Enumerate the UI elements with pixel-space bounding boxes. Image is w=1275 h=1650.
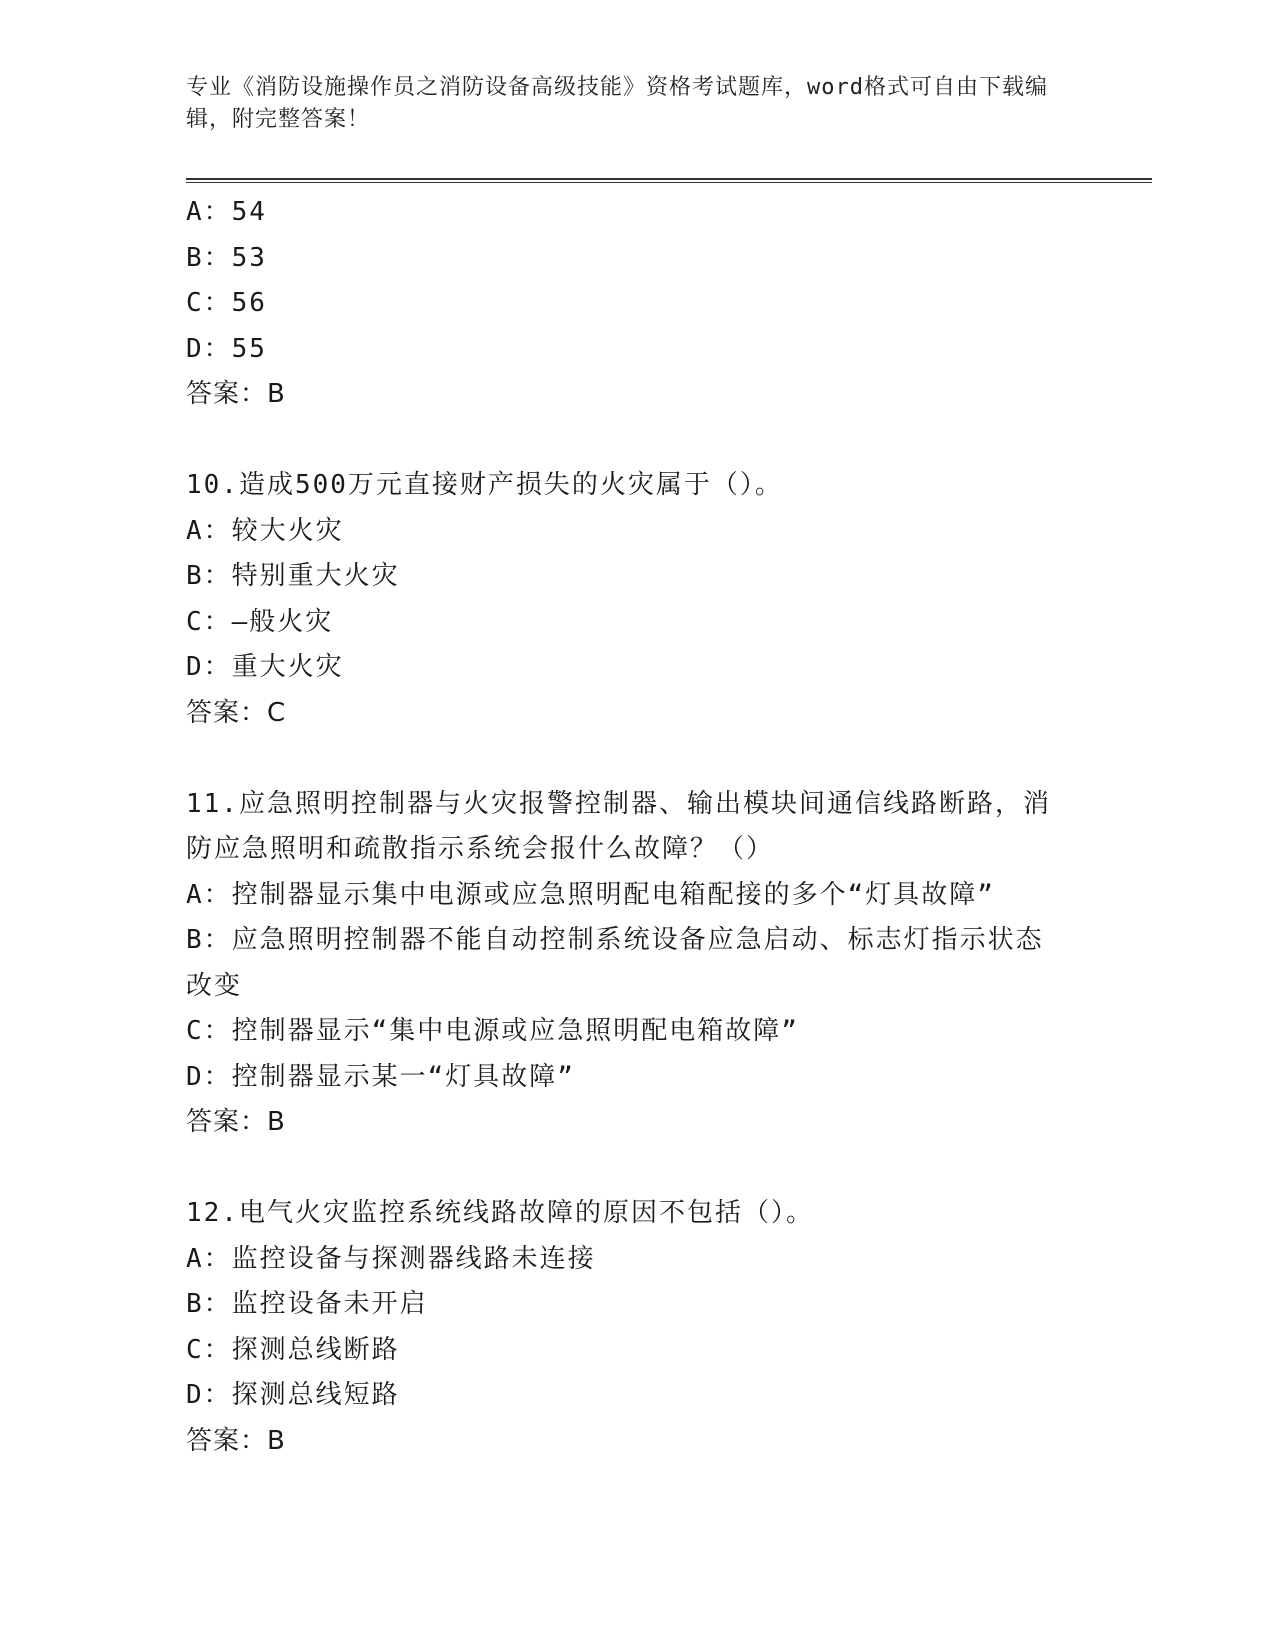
question-9: [186, 190, 1086, 418]
option-a: A：较大火灾: [186, 515, 344, 546]
question-title: 12.电气火灾监控系统线路故障的原因不包括（）。: [186, 1198, 814, 1228]
spacer: [186, 1146, 1086, 1192]
answer: 答案：B: [186, 379, 286, 409]
option-d: D：控制器显示某一“灯具故障”: [186, 1061, 575, 1092]
answer: 答案：C: [186, 697, 287, 728]
question-title-line-2: 防应急照明和疏散指示系统会报什么故障？（）: [186, 834, 775, 864]
document-header: 专业《消防设施操作员之消防设备高级技能》资格考试题库，word格式可自由下载编辑，附完整答案！: [186, 75, 1048, 132]
question-title-line-1: 11.应急照明控制器与火灾报警控制器、输出模块间通信线路断路，消: [186, 788, 1051, 819]
option-b: B：特别重大火灾: [186, 561, 400, 591]
option-a: A：控制器显示集中电源或应急照明配电箱配接的多个“灯具故障”: [186, 879, 995, 910]
question-10: [186, 463, 1086, 736]
option-b: B：53: [186, 242, 267, 273]
option-c: C：控制器显示“集中电源或应急照明配电箱故障”: [186, 1016, 799, 1046]
option-c: C：56: [186, 288, 267, 318]
question-list: [186, 190, 1086, 1464]
option-d: D：重大火灾: [186, 652, 344, 682]
option-c: C：—般火灾: [186, 606, 334, 637]
spacer: [186, 418, 1086, 464]
option-b: B：监控设备未开启: [186, 1289, 428, 1319]
question-12: [186, 1191, 1086, 1464]
answer: 答案：B: [186, 1425, 286, 1456]
spacer: [186, 736, 1086, 782]
option-d: D：55: [186, 333, 267, 364]
question-11: [186, 782, 1086, 1146]
option-a: A：监控设备与探测器线路未连接: [186, 1243, 596, 1274]
option-c: C：探测总线断路: [186, 1334, 400, 1365]
option-a: A：54: [186, 197, 267, 227]
option-b: B：应急照明控制器不能自动控制系统设备应急启动、标志灯指示状态: [186, 925, 1044, 955]
question-title: 10.造成500万元直接财产损失的火灾属于（）。: [186, 470, 783, 500]
option-b-continued: 改变: [186, 970, 243, 1001]
header-divider: [186, 178, 1152, 183]
answer: 答案：B: [186, 1107, 286, 1137]
option-d: D：探测总线短路: [186, 1380, 400, 1410]
